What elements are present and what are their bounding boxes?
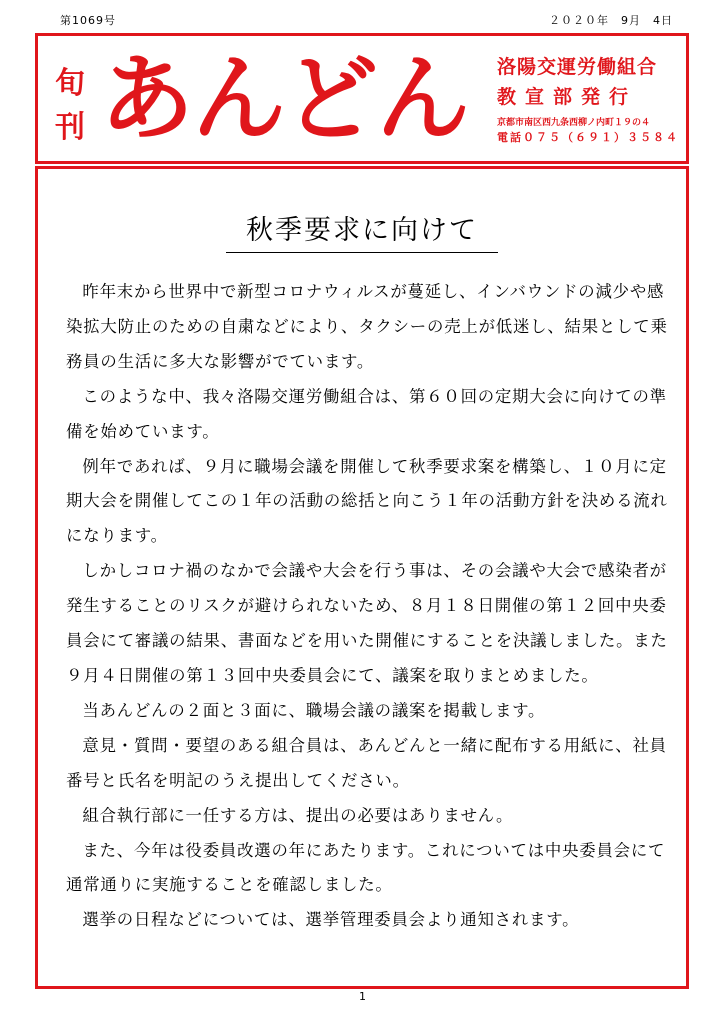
publication-frequency: 旬刊 [55, 66, 85, 145]
article-paragraph: 当あんどんの２面と３面に、職場会議の議案を掲載します。 [82, 700, 546, 720]
publisher-block [497, 54, 677, 145]
article-paragraph: 組合執行部に一任する方は、提出の必要はありません。 [82, 805, 514, 825]
article-headline: 秋季要求に向けて [226, 213, 498, 253]
publisher-phone: 電話０７５（６９１）３５８４ [497, 131, 679, 144]
issue-number: 第1069号 [60, 14, 116, 27]
publisher-address: 京都市南区西九条西柳ノ内町１９の４ [497, 118, 651, 128]
article-body [66, 275, 678, 938]
article-box [35, 166, 689, 989]
article-paragraph: 例年であれば、９月に職場会議を開催して秋季要求案を構築し、１０月に定期大会を開催してこの１年の活動の総括と向こう１年の活動方針を決める流れになります。 [66, 456, 668, 546]
article-paragraph: 意見・質問・要望のある組合員は、あんどんと一緒に配布する用紙に、社員番号と氏名を明記のうえ提出してください。 [66, 735, 667, 790]
page-number: 1 [359, 990, 366, 1003]
article-paragraph: 選挙の日程などについては、選挙管理委員会より通知されます。 [82, 910, 580, 930]
article-paragraph: このような中、我々洛陽交運労働組合は、第６０回の定期大会に向けての準備を始めています。 [66, 386, 667, 441]
union-name: 洛陽交運労働組合 [497, 56, 658, 78]
masthead [35, 33, 689, 164]
article-paragraph: また、今年は役委員改選の年にあたります。これについては中央委員会にて通常通りに実施することを確認しました。 [66, 840, 666, 895]
article-paragraph: しかしコロナ禍のなかで会議や大会を行う事は、その会議や大会で感染者が発生することのリスクが避けられないため、８月１８日開催の第１２回中央委員会にて審議の結果、書面などを用いた開催にすることを決議しました。また９月４日開催の第１３回中央委員会にて、議案を取りまとめました。 [66, 561, 668, 685]
article-paragraph: 昨年末から世界中で新型コロナウィルスが蔓延し、インバウンドの減少や感染拡大防止のための自粛などにより、タクシーの売上が低迷し、結果として乗務員の生活に多大な影響がでています。 [66, 282, 668, 371]
publishing-department: 教宣部発行 [497, 86, 638, 108]
newsletter-title: あんどん [100, 45, 469, 154]
issue-date: ２０２０年 9月 4日 [549, 14, 673, 27]
